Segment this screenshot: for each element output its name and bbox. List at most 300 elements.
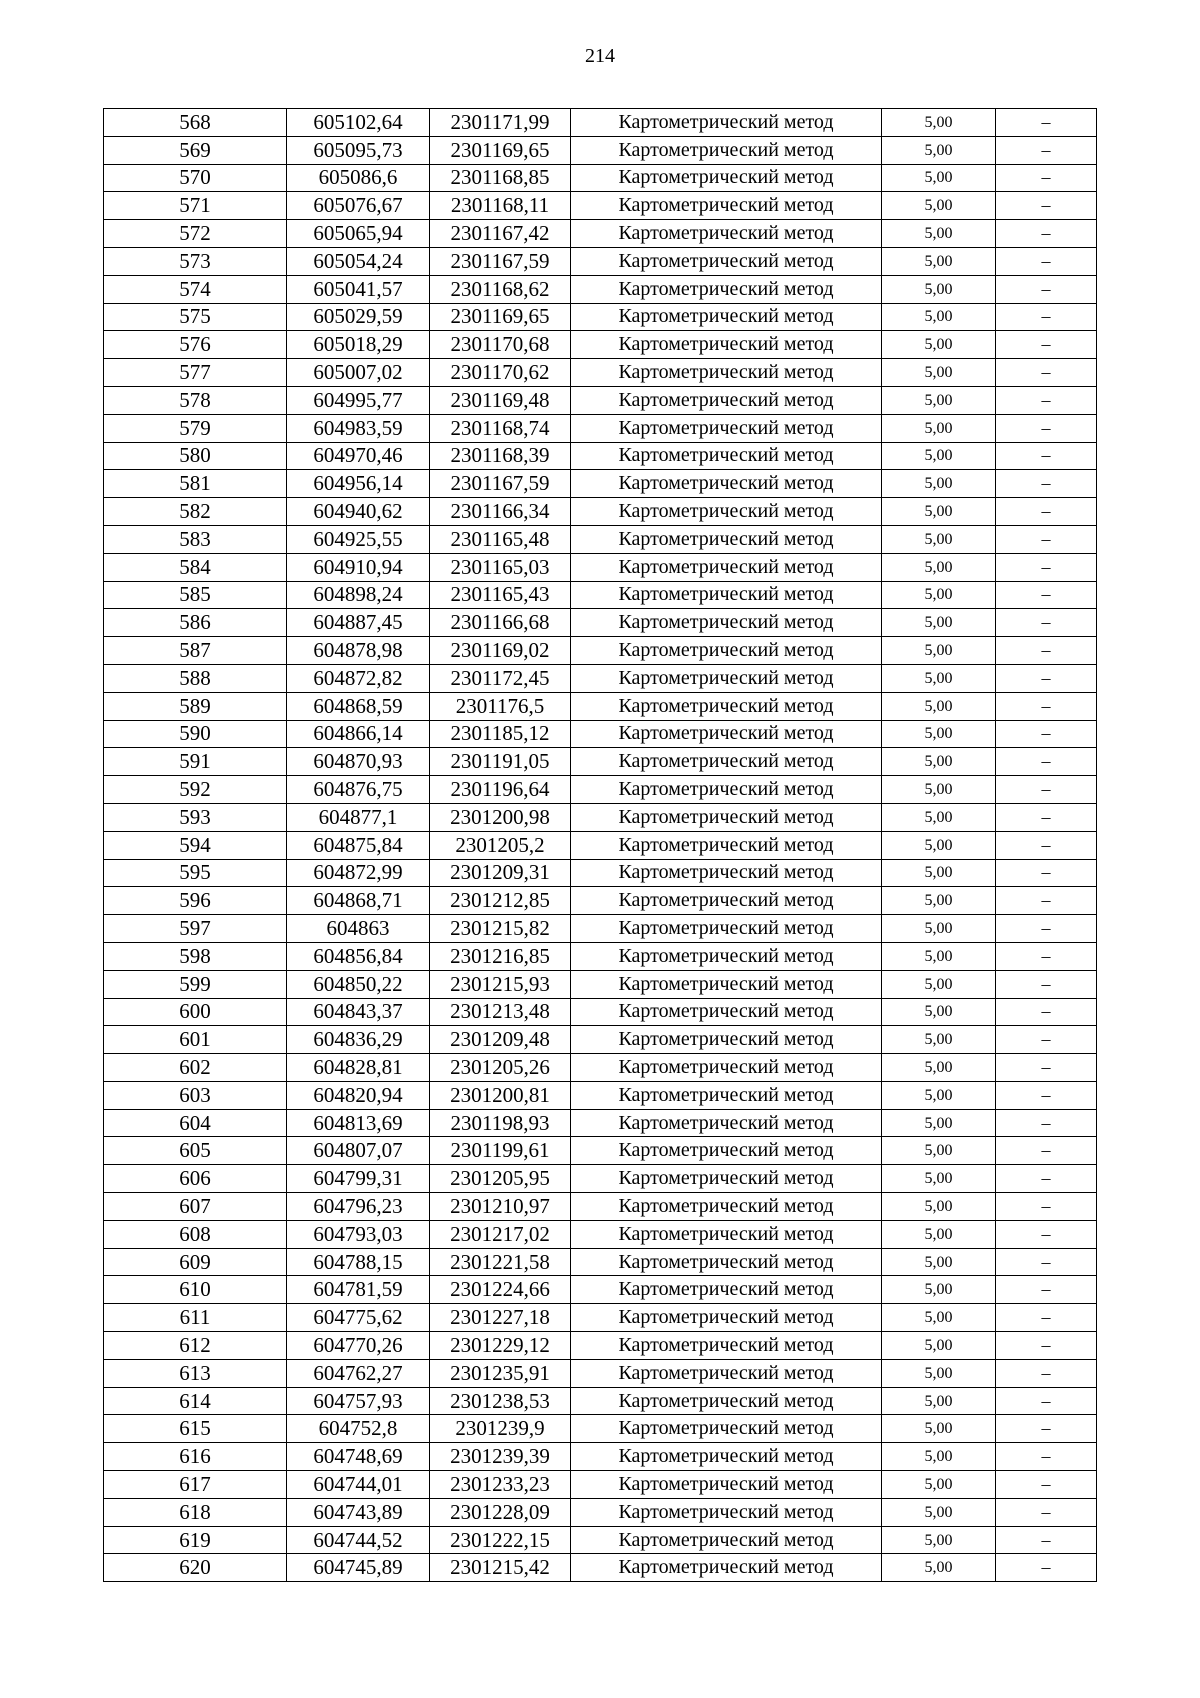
y-coordinate-cell: 2301213,48	[430, 998, 571, 1026]
point-number-cell: 580	[104, 442, 287, 470]
description-cell: –	[996, 470, 1097, 498]
description-cell: –	[996, 915, 1097, 943]
method-cell: Картометрический метод	[571, 1276, 882, 1304]
y-coordinate-cell: 2301165,03	[430, 553, 571, 581]
x-coordinate-cell: 604770,26	[287, 1332, 430, 1360]
point-number-cell: 619	[104, 1526, 287, 1554]
y-coordinate-cell: 2301165,43	[430, 581, 571, 609]
method-cell: Картометрический метод	[571, 609, 882, 637]
accuracy-cell: 5,00	[882, 720, 996, 748]
point-number-cell: 581	[104, 470, 287, 498]
y-coordinate-cell: 2301227,18	[430, 1304, 571, 1332]
description-cell: –	[996, 136, 1097, 164]
method-cell: Картометрический метод	[571, 1081, 882, 1109]
point-number-cell: 588	[104, 664, 287, 692]
point-number-cell: 598	[104, 942, 287, 970]
table-row	[104, 1498, 1097, 1526]
description-cell: –	[996, 803, 1097, 831]
description-cell: –	[996, 525, 1097, 553]
description-cell: –	[996, 1304, 1097, 1332]
description-cell: –	[996, 275, 1097, 303]
table-row	[104, 692, 1097, 720]
accuracy-cell: 5,00	[882, 247, 996, 275]
point-number-cell: 609	[104, 1248, 287, 1276]
x-coordinate-cell: 604745,89	[287, 1554, 430, 1582]
x-coordinate-cell: 605102,64	[287, 109, 430, 137]
x-coordinate-cell: 604877,1	[287, 803, 430, 831]
accuracy-cell: 5,00	[882, 386, 996, 414]
x-coordinate-cell: 604878,98	[287, 637, 430, 665]
method-cell: Картометрический метод	[571, 1443, 882, 1471]
description-cell: –	[996, 247, 1097, 275]
table-row	[104, 442, 1097, 470]
point-number-cell: 572	[104, 220, 287, 248]
method-cell: Картометрический метод	[571, 386, 882, 414]
description-cell: –	[996, 1137, 1097, 1165]
method-cell: Картометрический метод	[571, 498, 882, 526]
y-coordinate-cell: 2301229,12	[430, 1332, 571, 1360]
description-cell: –	[996, 414, 1097, 442]
point-number-cell: 612	[104, 1332, 287, 1360]
x-coordinate-cell: 604813,69	[287, 1109, 430, 1137]
y-coordinate-cell: 2301166,34	[430, 498, 571, 526]
y-coordinate-cell: 2301233,23	[430, 1471, 571, 1499]
point-number-cell: 591	[104, 748, 287, 776]
accuracy-cell: 5,00	[882, 1526, 996, 1554]
table-row	[104, 303, 1097, 331]
description-cell: –	[996, 1054, 1097, 1082]
table-row	[104, 220, 1097, 248]
y-coordinate-cell: 2301215,93	[430, 970, 571, 998]
accuracy-cell: 5,00	[882, 498, 996, 526]
y-coordinate-cell: 2301176,5	[430, 692, 571, 720]
description-cell: –	[996, 1359, 1097, 1387]
accuracy-cell: 5,00	[882, 303, 996, 331]
x-coordinate-cell: 604850,22	[287, 970, 430, 998]
page-number: 214	[585, 45, 615, 67]
description-cell: –	[996, 1443, 1097, 1471]
description-cell: –	[996, 637, 1097, 665]
description-cell: –	[996, 359, 1097, 387]
method-cell: Картометрический метод	[571, 942, 882, 970]
x-coordinate-cell: 604762,27	[287, 1359, 430, 1387]
x-coordinate-cell: 605041,57	[287, 275, 430, 303]
x-coordinate-cell: 604970,46	[287, 442, 430, 470]
y-coordinate-cell: 2301168,39	[430, 442, 571, 470]
table-row	[104, 915, 1097, 943]
point-number-cell: 596	[104, 887, 287, 915]
x-coordinate-cell: 604752,8	[287, 1415, 430, 1443]
table-row	[104, 247, 1097, 275]
point-number-cell: 593	[104, 803, 287, 831]
x-coordinate-cell: 604796,23	[287, 1193, 430, 1221]
method-cell: Картометрический метод	[571, 220, 882, 248]
method-cell: Картометрический метод	[571, 970, 882, 998]
y-coordinate-cell: 2301169,65	[430, 136, 571, 164]
table-row	[104, 470, 1097, 498]
point-number-cell: 594	[104, 831, 287, 859]
table-row	[104, 414, 1097, 442]
y-coordinate-cell: 2301235,91	[430, 1359, 571, 1387]
accuracy-cell: 5,00	[882, 831, 996, 859]
table-row	[104, 609, 1097, 637]
accuracy-cell: 5,00	[882, 136, 996, 164]
accuracy-cell: 5,00	[882, 1026, 996, 1054]
description-cell: –	[996, 498, 1097, 526]
y-coordinate-cell: 2301191,05	[430, 748, 571, 776]
method-cell: Картометрический метод	[571, 442, 882, 470]
table-row	[104, 1471, 1097, 1499]
accuracy-cell: 5,00	[882, 970, 996, 998]
description-cell: –	[996, 331, 1097, 359]
x-coordinate-cell: 605086,6	[287, 164, 430, 192]
y-coordinate-cell: 2301196,64	[430, 776, 571, 804]
x-coordinate-cell: 605007,02	[287, 359, 430, 387]
point-number-cell: 620	[104, 1554, 287, 1582]
description-cell: –	[996, 220, 1097, 248]
point-number-cell: 590	[104, 720, 287, 748]
y-coordinate-cell: 2301170,68	[430, 331, 571, 359]
x-coordinate-cell: 604872,99	[287, 859, 430, 887]
x-coordinate-cell: 604868,59	[287, 692, 430, 720]
point-number-cell: 578	[104, 386, 287, 414]
table-row	[104, 136, 1097, 164]
method-cell: Картометрический метод	[571, 664, 882, 692]
y-coordinate-cell: 2301167,59	[430, 247, 571, 275]
accuracy-cell: 5,00	[882, 525, 996, 553]
point-number-cell: 607	[104, 1193, 287, 1221]
accuracy-cell: 5,00	[882, 220, 996, 248]
method-cell: Картометрический метод	[571, 164, 882, 192]
table-row	[104, 1554, 1097, 1582]
description-cell: –	[996, 164, 1097, 192]
accuracy-cell: 5,00	[882, 1248, 996, 1276]
table-row	[104, 803, 1097, 831]
description-cell: –	[996, 1526, 1097, 1554]
accuracy-cell: 5,00	[882, 1415, 996, 1443]
accuracy-cell: 5,00	[882, 859, 996, 887]
table-row	[104, 748, 1097, 776]
x-coordinate-cell: 604781,59	[287, 1276, 430, 1304]
method-cell: Картометрический метод	[571, 1332, 882, 1360]
method-cell: Картометрический метод	[571, 692, 882, 720]
accuracy-cell: 5,00	[882, 1137, 996, 1165]
x-coordinate-cell: 604866,14	[287, 720, 430, 748]
description-cell: –	[996, 1220, 1097, 1248]
point-number-cell: 601	[104, 1026, 287, 1054]
y-coordinate-cell: 2301172,45	[430, 664, 571, 692]
description-cell: –	[996, 1554, 1097, 1582]
accuracy-cell: 5,00	[882, 359, 996, 387]
accuracy-cell: 5,00	[882, 1554, 996, 1582]
description-cell: –	[996, 942, 1097, 970]
x-coordinate-cell: 604910,94	[287, 553, 430, 581]
x-coordinate-cell: 605018,29	[287, 331, 430, 359]
description-cell: –	[996, 609, 1097, 637]
accuracy-cell: 5,00	[882, 553, 996, 581]
x-coordinate-cell: 604788,15	[287, 1248, 430, 1276]
point-number-cell: 571	[104, 192, 287, 220]
y-coordinate-cell: 2301209,48	[430, 1026, 571, 1054]
method-cell: Картометрический метод	[571, 1193, 882, 1221]
y-coordinate-cell: 2301199,61	[430, 1137, 571, 1165]
description-cell: –	[996, 442, 1097, 470]
accuracy-cell: 5,00	[882, 1498, 996, 1526]
description-cell: –	[996, 748, 1097, 776]
method-cell: Картометрический метод	[571, 359, 882, 387]
y-coordinate-cell: 2301228,09	[430, 1498, 571, 1526]
point-number-cell: 568	[104, 109, 287, 137]
x-coordinate-cell: 605076,67	[287, 192, 430, 220]
table-row	[104, 1276, 1097, 1304]
description-cell: –	[996, 1415, 1097, 1443]
method-cell: Картометрический метод	[571, 831, 882, 859]
x-coordinate-cell: 604836,29	[287, 1026, 430, 1054]
description-cell: –	[996, 859, 1097, 887]
y-coordinate-cell: 2301222,15	[430, 1526, 571, 1554]
accuracy-cell: 5,00	[882, 581, 996, 609]
description-cell: –	[996, 1248, 1097, 1276]
point-number-cell: 575	[104, 303, 287, 331]
y-coordinate-cell: 2301209,31	[430, 859, 571, 887]
x-coordinate-cell: 604748,69	[287, 1443, 430, 1471]
method-cell: Картометрический метод	[571, 1498, 882, 1526]
description-cell: –	[996, 664, 1097, 692]
x-coordinate-cell: 604868,71	[287, 887, 430, 915]
method-cell: Картометрический метод	[571, 414, 882, 442]
x-coordinate-cell: 604843,37	[287, 998, 430, 1026]
y-coordinate-cell: 2301168,85	[430, 164, 571, 192]
method-cell: Картометрический метод	[571, 1137, 882, 1165]
description-cell: –	[996, 1165, 1097, 1193]
table-row	[104, 942, 1097, 970]
point-number-cell: 599	[104, 970, 287, 998]
description-cell: –	[996, 581, 1097, 609]
y-coordinate-cell: 2301185,12	[430, 720, 571, 748]
table-row	[104, 359, 1097, 387]
y-coordinate-cell: 2301169,48	[430, 386, 571, 414]
x-coordinate-cell: 604956,14	[287, 470, 430, 498]
method-cell: Картометрический метод	[571, 1359, 882, 1387]
point-number-cell: 569	[104, 136, 287, 164]
point-number-cell: 613	[104, 1359, 287, 1387]
coordinates-table	[103, 108, 1097, 1582]
description-cell: –	[996, 553, 1097, 581]
y-coordinate-cell: 2301169,02	[430, 637, 571, 665]
accuracy-cell: 5,00	[882, 1193, 996, 1221]
method-cell: Картометрический метод	[571, 1387, 882, 1415]
y-coordinate-cell: 2301212,85	[430, 887, 571, 915]
table-row	[104, 192, 1097, 220]
table-row	[104, 109, 1097, 137]
table-row	[104, 1026, 1097, 1054]
table-row	[104, 164, 1097, 192]
x-coordinate-cell: 604995,77	[287, 386, 430, 414]
table-row	[104, 1387, 1097, 1415]
accuracy-cell: 5,00	[882, 275, 996, 303]
y-coordinate-cell: 2301238,53	[430, 1387, 571, 1415]
y-coordinate-cell: 2301169,65	[430, 303, 571, 331]
method-cell: Картометрический метод	[571, 109, 882, 137]
table-row	[104, 1443, 1097, 1471]
coordinates-table-body	[104, 109, 1097, 1582]
method-cell: Картометрический метод	[571, 1054, 882, 1082]
table-row	[104, 581, 1097, 609]
table-row	[104, 887, 1097, 915]
table-row	[104, 1359, 1097, 1387]
point-number-cell: 618	[104, 1498, 287, 1526]
accuracy-cell: 5,00	[882, 1304, 996, 1332]
y-coordinate-cell: 2301205,26	[430, 1054, 571, 1082]
method-cell: Картометрический метод	[571, 1109, 882, 1137]
accuracy-cell: 5,00	[882, 1387, 996, 1415]
x-coordinate-cell: 604807,07	[287, 1137, 430, 1165]
y-coordinate-cell: 2301221,58	[430, 1248, 571, 1276]
description-cell: –	[996, 1276, 1097, 1304]
table-row	[104, 1165, 1097, 1193]
x-coordinate-cell: 604870,93	[287, 748, 430, 776]
accuracy-cell: 5,00	[882, 442, 996, 470]
y-coordinate-cell: 2301168,11	[430, 192, 571, 220]
method-cell: Картометрический метод	[571, 637, 882, 665]
y-coordinate-cell: 2301205,95	[430, 1165, 571, 1193]
y-coordinate-cell: 2301165,48	[430, 525, 571, 553]
x-coordinate-cell: 604876,75	[287, 776, 430, 804]
accuracy-cell: 5,00	[882, 609, 996, 637]
method-cell: Картометрический метод	[571, 1165, 882, 1193]
accuracy-cell: 5,00	[882, 1332, 996, 1360]
method-cell: Картометрический метод	[571, 136, 882, 164]
point-number-cell: 589	[104, 692, 287, 720]
description-cell: –	[996, 831, 1097, 859]
point-number-cell: 606	[104, 1165, 287, 1193]
table-row	[104, 525, 1097, 553]
point-number-cell: 611	[104, 1304, 287, 1332]
method-cell: Картометрический метод	[571, 859, 882, 887]
y-coordinate-cell: 2301200,98	[430, 803, 571, 831]
y-coordinate-cell: 2301200,81	[430, 1081, 571, 1109]
point-number-cell: 595	[104, 859, 287, 887]
y-coordinate-cell: 2301217,02	[430, 1220, 571, 1248]
accuracy-cell: 5,00	[882, 109, 996, 137]
method-cell: Картометрический метод	[571, 1220, 882, 1248]
point-number-cell: 614	[104, 1387, 287, 1415]
point-number-cell: 608	[104, 1220, 287, 1248]
point-number-cell: 576	[104, 331, 287, 359]
point-number-cell: 574	[104, 275, 287, 303]
table-row	[104, 970, 1097, 998]
point-number-cell: 604	[104, 1109, 287, 1137]
method-cell: Картометрический метод	[571, 581, 882, 609]
method-cell: Картометрический метод	[571, 553, 882, 581]
description-cell: –	[996, 109, 1097, 137]
table-row	[104, 1248, 1097, 1276]
y-coordinate-cell: 2301224,66	[430, 1276, 571, 1304]
table-row	[104, 1220, 1097, 1248]
description-cell: –	[996, 720, 1097, 748]
accuracy-cell: 5,00	[882, 664, 996, 692]
point-number-cell: 585	[104, 581, 287, 609]
accuracy-cell: 5,00	[882, 164, 996, 192]
x-coordinate-cell: 604744,52	[287, 1526, 430, 1554]
accuracy-cell: 5,00	[882, 915, 996, 943]
table-row	[104, 498, 1097, 526]
accuracy-cell: 5,00	[882, 192, 996, 220]
description-cell: –	[996, 386, 1097, 414]
y-coordinate-cell: 2301171,99	[430, 109, 571, 137]
description-cell: –	[996, 776, 1097, 804]
description-cell: –	[996, 692, 1097, 720]
table-row	[104, 1081, 1097, 1109]
point-number-cell: 605	[104, 1137, 287, 1165]
description-cell: –	[996, 1193, 1097, 1221]
point-number-cell: 583	[104, 525, 287, 553]
y-coordinate-cell: 2301170,62	[430, 359, 571, 387]
x-coordinate-cell: 604799,31	[287, 1165, 430, 1193]
table-row	[104, 1193, 1097, 1221]
x-coordinate-cell: 604757,93	[287, 1387, 430, 1415]
method-cell: Картометрический метод	[571, 1415, 882, 1443]
method-cell: Картометрический метод	[571, 470, 882, 498]
y-coordinate-cell: 2301167,59	[430, 470, 571, 498]
point-number-cell: 615	[104, 1415, 287, 1443]
method-cell: Картометрический метод	[571, 720, 882, 748]
table-row	[104, 664, 1097, 692]
method-cell: Картометрический метод	[571, 1526, 882, 1554]
method-cell: Картометрический метод	[571, 915, 882, 943]
table-row	[104, 553, 1097, 581]
point-number-cell: 616	[104, 1443, 287, 1471]
y-coordinate-cell: 2301215,82	[430, 915, 571, 943]
point-number-cell: 617	[104, 1471, 287, 1499]
method-cell: Картометрический метод	[571, 303, 882, 331]
accuracy-cell: 5,00	[882, 1109, 996, 1137]
x-coordinate-cell: 604863	[287, 915, 430, 943]
table-row	[104, 331, 1097, 359]
accuracy-cell: 5,00	[882, 1165, 996, 1193]
description-cell: –	[996, 1081, 1097, 1109]
accuracy-cell: 5,00	[882, 776, 996, 804]
x-coordinate-cell: 604820,94	[287, 1081, 430, 1109]
y-coordinate-cell: 2301239,39	[430, 1443, 571, 1471]
y-coordinate-cell: 2301210,97	[430, 1193, 571, 1221]
accuracy-cell: 5,00	[882, 1276, 996, 1304]
point-number-cell: 592	[104, 776, 287, 804]
table-row	[104, 1526, 1097, 1554]
method-cell: Картометрический метод	[571, 247, 882, 275]
method-cell: Картометрический метод	[571, 275, 882, 303]
method-cell: Картометрический метод	[571, 776, 882, 804]
accuracy-cell: 5,00	[882, 803, 996, 831]
x-coordinate-cell: 604983,59	[287, 414, 430, 442]
table-row	[104, 1415, 1097, 1443]
x-coordinate-cell: 604743,89	[287, 1498, 430, 1526]
description-cell: –	[996, 1471, 1097, 1499]
point-number-cell: 600	[104, 998, 287, 1026]
accuracy-cell: 5,00	[882, 414, 996, 442]
point-number-cell: 579	[104, 414, 287, 442]
description-cell: –	[996, 1332, 1097, 1360]
method-cell: Картометрический метод	[571, 1471, 882, 1499]
accuracy-cell: 5,00	[882, 942, 996, 970]
description-cell: –	[996, 1026, 1097, 1054]
accuracy-cell: 5,00	[882, 637, 996, 665]
table-row	[104, 386, 1097, 414]
point-number-cell: 603	[104, 1081, 287, 1109]
description-cell: –	[996, 1387, 1097, 1415]
y-coordinate-cell: 2301205,2	[430, 831, 571, 859]
accuracy-cell: 5,00	[882, 1081, 996, 1109]
